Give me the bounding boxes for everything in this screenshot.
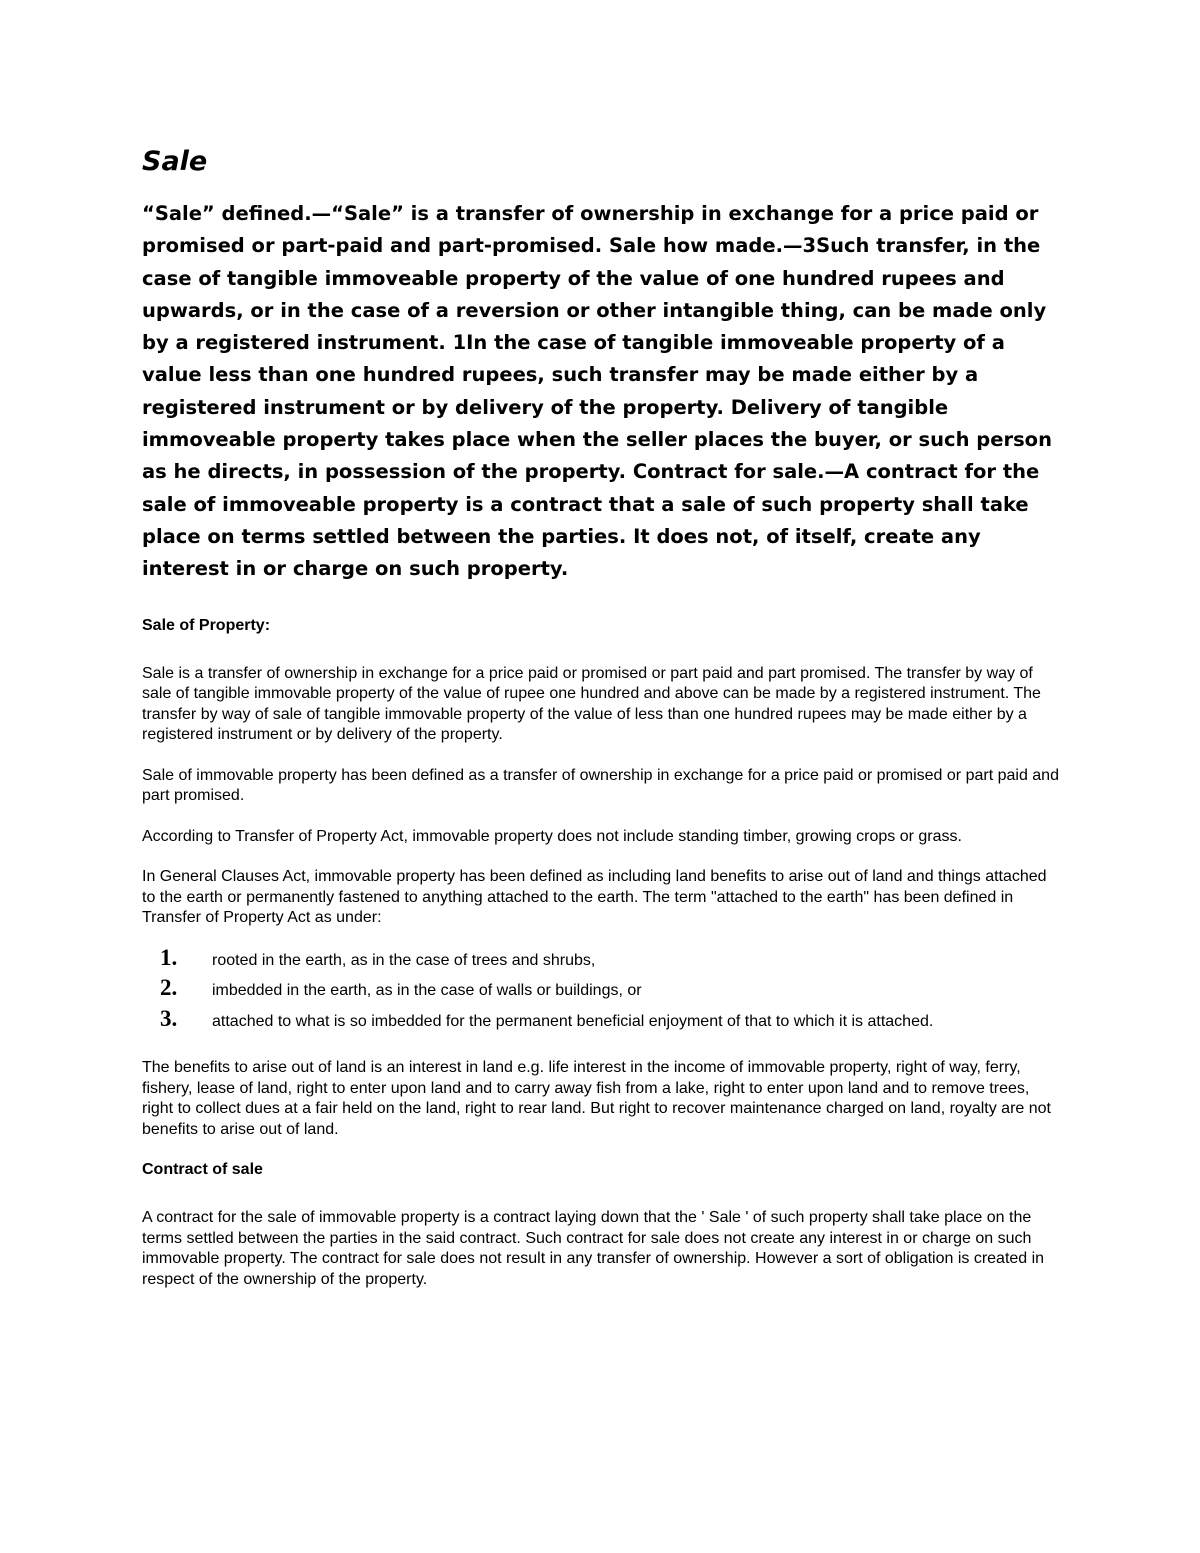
paragraph-immovable-sale: Sale of immovable property has been defined as a transfer of ownership in exchange for a price paid or promised or part paid and part promised. xyxy=(142,766,1059,805)
list-number: 2. xyxy=(160,975,178,1001)
section-heading-sale-of-property: Sale of Property: xyxy=(142,616,271,634)
paragraph-transfer-act: According to Transfer of Property Act, immovable property does not include standing timber, growing crops or grass. xyxy=(142,827,962,845)
list-item xyxy=(160,975,1062,1006)
intro-paragraph: “Sale” defined.—“Sale” is a transfer of ownership in exchange for a price paid or promised or part-paid and part-promised. Sale how made.—3Such transfer, in the case of tangible immoveable property of the value of one hundred rupees and upwards, or in the case of a reversion or other intangible thing, can be made only by a registered instrument. 1In the case of tangible immoveable property of a value less than one hundred rupees, such transfer may be made either by a registered instrument or by delivery of the property. Delivery of tangible immoveable property takes place when the seller places the buyer, or such person as he directs, in possession of the property. Contract for sale.—A contract for the sale of immoveable property is a contract that a sale of such property shall take place on terms settled between the parties. It does not, of itself, create any interest in or charge on such property. xyxy=(142,202,1052,581)
list-number: 3. xyxy=(160,1005,178,1031)
section-heading-contract-of-sale: Contract of sale xyxy=(142,1161,263,1179)
document-page xyxy=(142,142,1062,1310)
paragraph-general-clauses: In General Clauses Act, immovable property has been defined as including land benefits to arise out of land and things attached to the earth or permanently fastened to anything attached to the earth. The term "attached to the earth" has been defined in Transfer of Property Act as under: xyxy=(142,868,1047,927)
paragraph-contract-of-sale: A contract for the sale of immovable property is a contract laying down that the ' Sale ' of such property shall take place on the terms settled between the parties in the said contract. Such contract for sale does not create any interest in or charge on such immovable property. The contract for sale does not result in any transfer of ownership. However a sort of obligation is created in respect of the ownership of the property. xyxy=(142,1209,1045,1288)
list-item-text: rooted in the earth, as in the case of trees and shrubs, xyxy=(212,951,596,969)
list-number: 1. xyxy=(160,944,178,970)
list-item-text: attached to what is so imbedded for the permanent beneficial enjoyment of that to which it is attached. xyxy=(212,1012,934,1030)
attached-to-earth-list xyxy=(142,945,1062,1037)
page-title: Sale xyxy=(142,146,208,177)
list-item-text: imbedded in the earth, as in the case of walls or buildings, or xyxy=(212,982,642,1000)
list-item xyxy=(160,945,1062,976)
paragraph-benefits-of-land: The benefits to arise out of land is an interest in land e.g. life interest in the income of immovable property, right of way, ferry, fishery, lease of land, right to enter upon land and to carry away fish from a lake, right to enter upon land and to remove trees, right to collect dues at a fair held on the land, right to rear land. But right to recover maintenance charged on land, royalty are not benefits to arise out of land. xyxy=(142,1059,1051,1138)
paragraph-sale-definition: Sale is a transfer of ownership in exchange for a price paid or promised or part paid and part promised. The transfer by way of sale of tangible immovable property of the value of rupee one hundred and above can be made by a registered instrument. The transfer by way of sale of tangible immovable property of the value of less than one hundred rupees may be made either by a registered instrument or by delivery of the property. xyxy=(142,664,1041,744)
list-item xyxy=(160,1006,1062,1037)
